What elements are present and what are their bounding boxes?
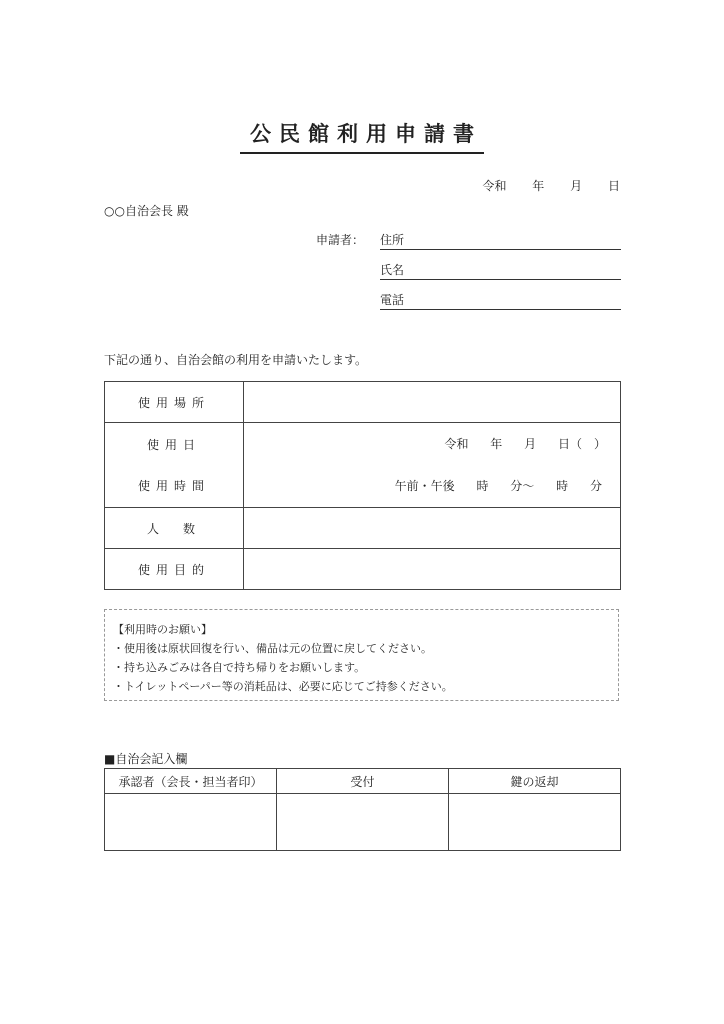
key-return-header: 鍵の返却: [449, 769, 621, 794]
office-body-row: [105, 794, 621, 851]
time-label: 使用時間: [137, 479, 210, 493]
date-label: 使用日: [146, 438, 201, 452]
application-form-table: [104, 381, 621, 590]
notice-item: ・トイレットペーパー等の消耗品は、必要に応じてご持参ください。: [113, 680, 453, 693]
date-day: 日: [607, 179, 620, 193]
document-title-wrap: [0, 118, 724, 154]
intro-text: 下記の通り、自治会館の利用を申請いたします。: [104, 353, 368, 367]
notice-item: ・使用後は原状回復を行い、備品は元の位置に戻してください。: [113, 642, 432, 655]
use-date-line: [426, 435, 606, 452]
document-title: 公民館利用申請書: [240, 118, 484, 154]
use-date-day: 日（ ）: [557, 437, 606, 451]
office-section-title: ■自治会記入欄: [104, 752, 188, 766]
use-time-min2: 分: [589, 479, 602, 493]
use-time-hour1: 時: [476, 479, 489, 493]
datetime-row: [105, 423, 621, 508]
date-year: 年: [532, 179, 545, 193]
date-month: 月: [570, 179, 583, 193]
use-date-year: 年: [490, 437, 503, 451]
place-input[interactable]: [244, 382, 621, 423]
place-row: [105, 382, 621, 423]
name-label: 氏名: [380, 263, 405, 277]
reception-header: 受付: [277, 769, 449, 794]
phone-label: 電話: [380, 293, 405, 307]
use-date-month: 月: [524, 437, 537, 451]
use-date-era: 令和: [444, 437, 469, 451]
use-time-hour2: 時: [556, 479, 569, 493]
purpose-label: 使用目的: [105, 549, 244, 590]
name-field[interactable]: [380, 261, 621, 280]
addressee: ○○自治会長 殿: [104, 204, 189, 218]
phone-field[interactable]: [380, 291, 621, 310]
people-label: 人 数: [105, 508, 244, 549]
reception-cell[interactable]: [277, 794, 449, 851]
address-field[interactable]: [380, 231, 621, 250]
purpose-input[interactable]: [244, 549, 621, 590]
place-label: 使用場所: [105, 382, 244, 423]
applicant-label: 申請者：: [316, 233, 365, 247]
notice-heading: 【利用時のお願い】: [113, 623, 212, 636]
date-era: 令和: [482, 179, 507, 193]
use-time-min1: 分～: [510, 479, 535, 493]
key-return-cell[interactable]: [449, 794, 621, 851]
datetime-labels: [105, 423, 244, 508]
address-label: 住所: [380, 233, 405, 247]
notice-item: ・持ち込みごみは各自で持ち帰りをお願いします。: [113, 661, 366, 674]
use-time-ampm: 午前・午後: [394, 479, 455, 493]
approver-stamp-cell[interactable]: [105, 794, 277, 851]
datetime-input[interactable]: [244, 423, 621, 508]
office-header-row: [105, 769, 621, 794]
usage-notice-box: [104, 609, 619, 701]
use-time-line: [377, 477, 602, 494]
people-row: [105, 508, 621, 549]
office-use-table: [104, 768, 621, 851]
people-input[interactable]: [244, 508, 621, 549]
purpose-row: [105, 549, 621, 590]
approver-header: 承認者（会長・担当者印）: [105, 769, 277, 794]
application-date: [482, 177, 620, 194]
